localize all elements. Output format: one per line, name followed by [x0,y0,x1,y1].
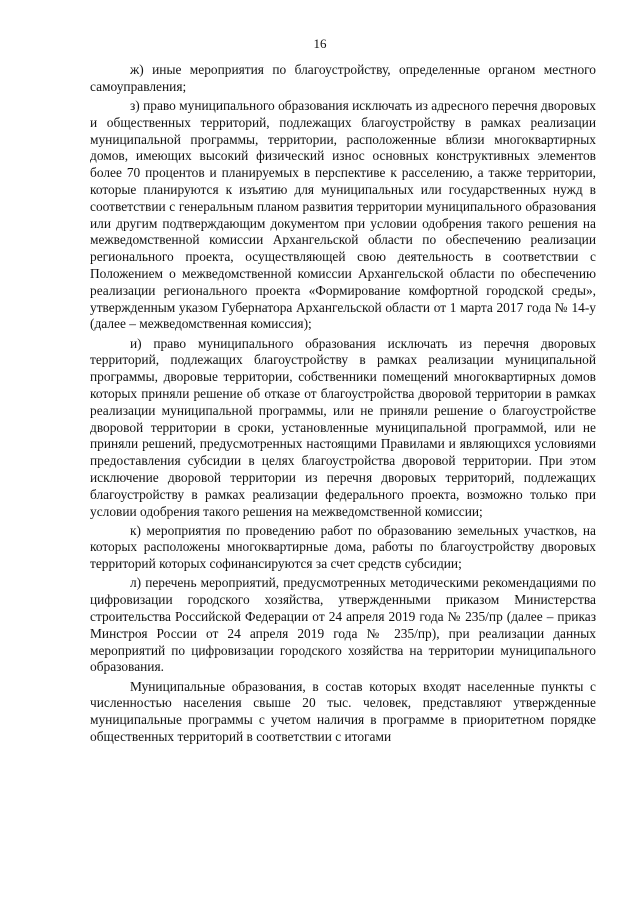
document-body [90,62,596,748]
paragraph-z: з) право муниципального образования исключать из адресного перечня дворовых и общественных территорий, подлежащих благоустройству в рамках реализации муниципальной программы, территории, расположенные вблизи многоквартирных домов, имеющих высокий физический износ основных конструктивных элементов более 70 процентов и планируемых в перспективе к расселению, а также территории, которые планируются к изъятию для муниципальных или государственных нужд в соответствии с генеральным планом развития территории муниципального образования или другим подтверждающим документом при условии одобрения такого решения на межведомственной комиссии Архангельской области по обеспечению реализации регионального проекта, осуществляющей свою деятельность в соответствии с Положением о межведомственной комиссии Архангельской области по обеспечению реализации регионального проекта «Формирование комфортной городской среды», утвержденным указом Губернатора Архангельской области от 1 марта 2017 года № 14-у (далее – межведомственная комиссия); [90,97,597,332]
paragraph-zh: ж) иные мероприятия по благоустройству, определенные органом местного самоуправления; [90,62,596,94]
page-number: 16 [313,36,327,51]
paragraph-i: и) право муниципального образования исключать из перечня дворовых территорий, подлежащих благоустройству в рамках реализации муниципальной программы, дворовые территории, собственники помещений многоквартирных домов которых приняли решение об отказе от благоустройства дворовой территории в рамках реализации муниципальной программы, или не приняли решение о благоустройстве дворовой территории в сроки, установленные муниципальной программой, или не приняли решений, предусмотренных настоящими Правилами и являющихся условиями предоставления субсидии в целях благоустройства дворовой территории. При этом исключение дворовой территории из перечня дворовых территорий, подлежащих благоустройству в рамках реализации федерального проекта, возможно только при условии одобрения такого решения на межведомственной комиссии; [90,335,596,519]
paragraph-l: л) перечень мероприятий, предусмотренных методическими рекомендациями по цифровизации городского хозяйства, утвержденными приказом Министерства строительства Российской Федерации от 24 апреля 2019 года № 235/пр (далее – приказ Минстроя России от 24 апреля 2019 года № 235/пр), при реализации данных мероприятий по цифровизации городского хозяйства на территории муниципального образования. [90,575,596,675]
paragraph-k: к) мероприятия по проведению работ по образованию земельных участков, на которых расположены многоквартирные дома, работы по благоустройству дворовых территорий которых софинансируются за счет средств субсидии; [90,522,596,572]
paragraph-municipal-programs: Муниципальные образования, в состав которых входят населенные пункты с численностью населения свыше 20 тыс. человек, представляют утвержденные муниципальные программы с учетом наличия в программе в приоритетном порядке общественных территорий в соответствии с итогами [90,678,596,745]
